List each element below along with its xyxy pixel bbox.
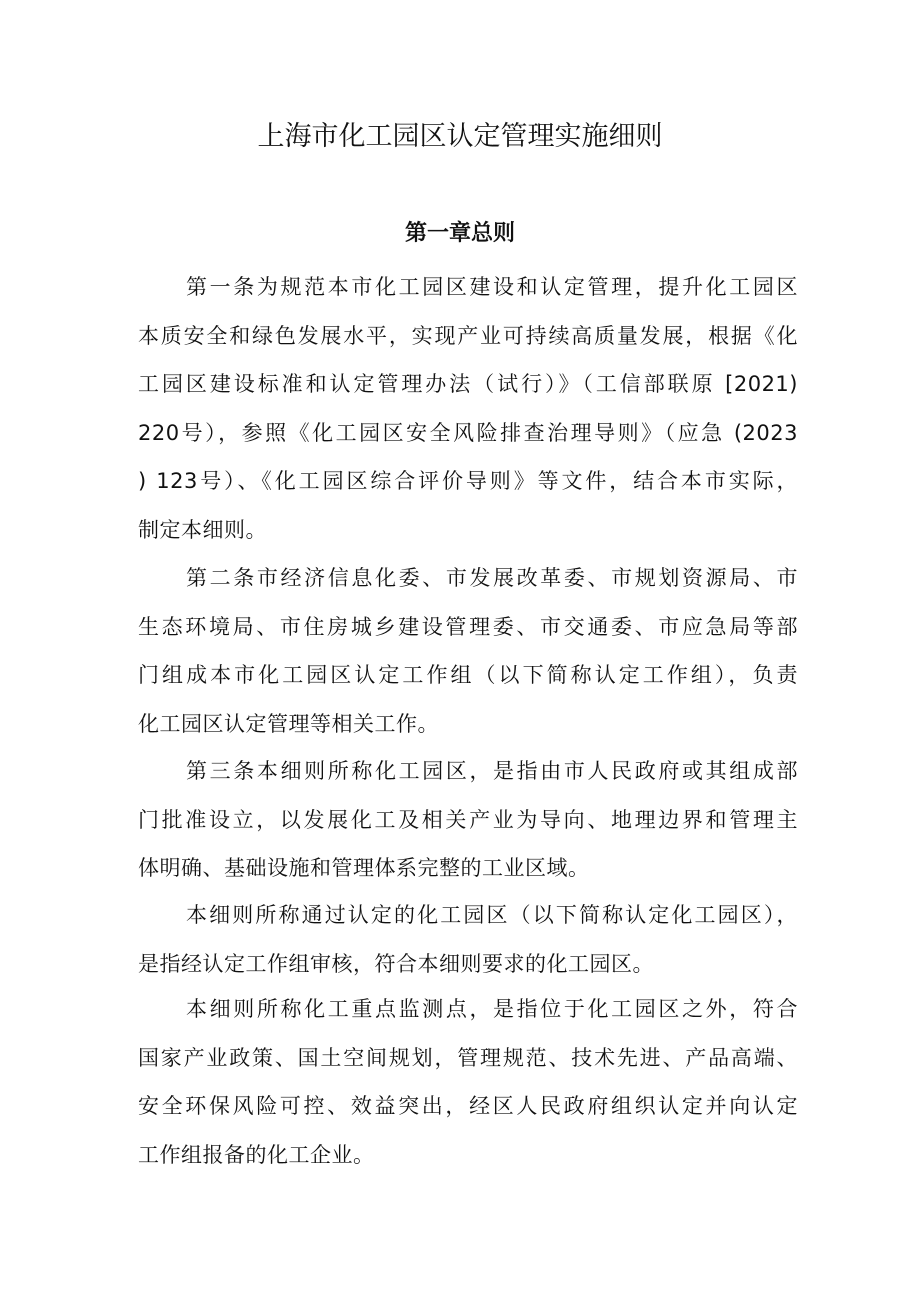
paragraph-line: 220号），参照《化工园区安全风险排查治理导则》（应急 (2023 bbox=[138, 420, 798, 445]
paragraph-line: 生态环境局、市住房城乡建设管理委、市交通委、市应急局等部 bbox=[138, 614, 798, 639]
document-title: 上海市化工园区认定管理实施细则 bbox=[257, 121, 663, 152]
paragraph-line: 工园区建设标准和认定管理办法（试行）》（工信部联原 [2021) bbox=[138, 372, 798, 396]
paragraph-line: 化工园区认定管理等相关工作。 bbox=[138, 711, 439, 736]
article-1-paragraph bbox=[138, 263, 798, 554]
paragraph-line: 工作组报备的化工企业。 bbox=[138, 1142, 375, 1167]
certified-park-definition-paragraph bbox=[138, 891, 798, 988]
paragraph-line: 门批准设立，以发展化工及相关产业为导向、地理边界和管理主 bbox=[138, 807, 798, 832]
article-2-paragraph bbox=[138, 554, 798, 748]
paragraph-line: 第一条为规范本市化工园区建设和认定管理，提升化工园区 bbox=[186, 275, 798, 299]
article-3-paragraph bbox=[138, 747, 798, 893]
chapter-heading: 第一章总则 bbox=[404, 221, 515, 246]
paragraph-line: 第三条本细则所称化工园区，是指由市人民政府或其组成部 bbox=[186, 759, 798, 783]
monitoring-point-definition-paragraph bbox=[138, 985, 798, 1179]
paragraph-line: 门组成本市化工园区认定工作组（以下简称认定工作组），负责 bbox=[138, 663, 798, 687]
paragraph-line: 国家产业政策、国土空间规划，管理规范、技术先进、产品高端、 bbox=[138, 1045, 798, 1070]
paragraph-line: 制定本细则。 bbox=[138, 517, 267, 542]
paragraph-line: 本细则所称通过认定的化工园区（以下简称认定化工园区）， bbox=[186, 903, 798, 927]
paragraph-line: 本质安全和绿色发展水平，实现产业可持续高质量发展，根据《化 bbox=[138, 323, 798, 348]
paragraph-line: 体明确、基础设施和管理体系完整的工业区域。 bbox=[138, 856, 590, 880]
paragraph-line: 安全环保风险可控、效益突出，经区人民政府组织认定并向认定 bbox=[138, 1094, 798, 1118]
paragraph-line: ) 123号）、《化工园区综合评价导则》等文件，结合本市实际， bbox=[138, 469, 798, 493]
paragraph-line: 本细则所称化工重点监测点，是指位于化工园区之外，符合 bbox=[186, 997, 798, 1021]
paragraph-line: 是指经认定工作组审核，符合本细则要求的化工园区。 bbox=[138, 951, 654, 976]
paragraph-line: 第二条市经济信息化委、市发展改革委、市规划资源局、市 bbox=[186, 566, 798, 590]
